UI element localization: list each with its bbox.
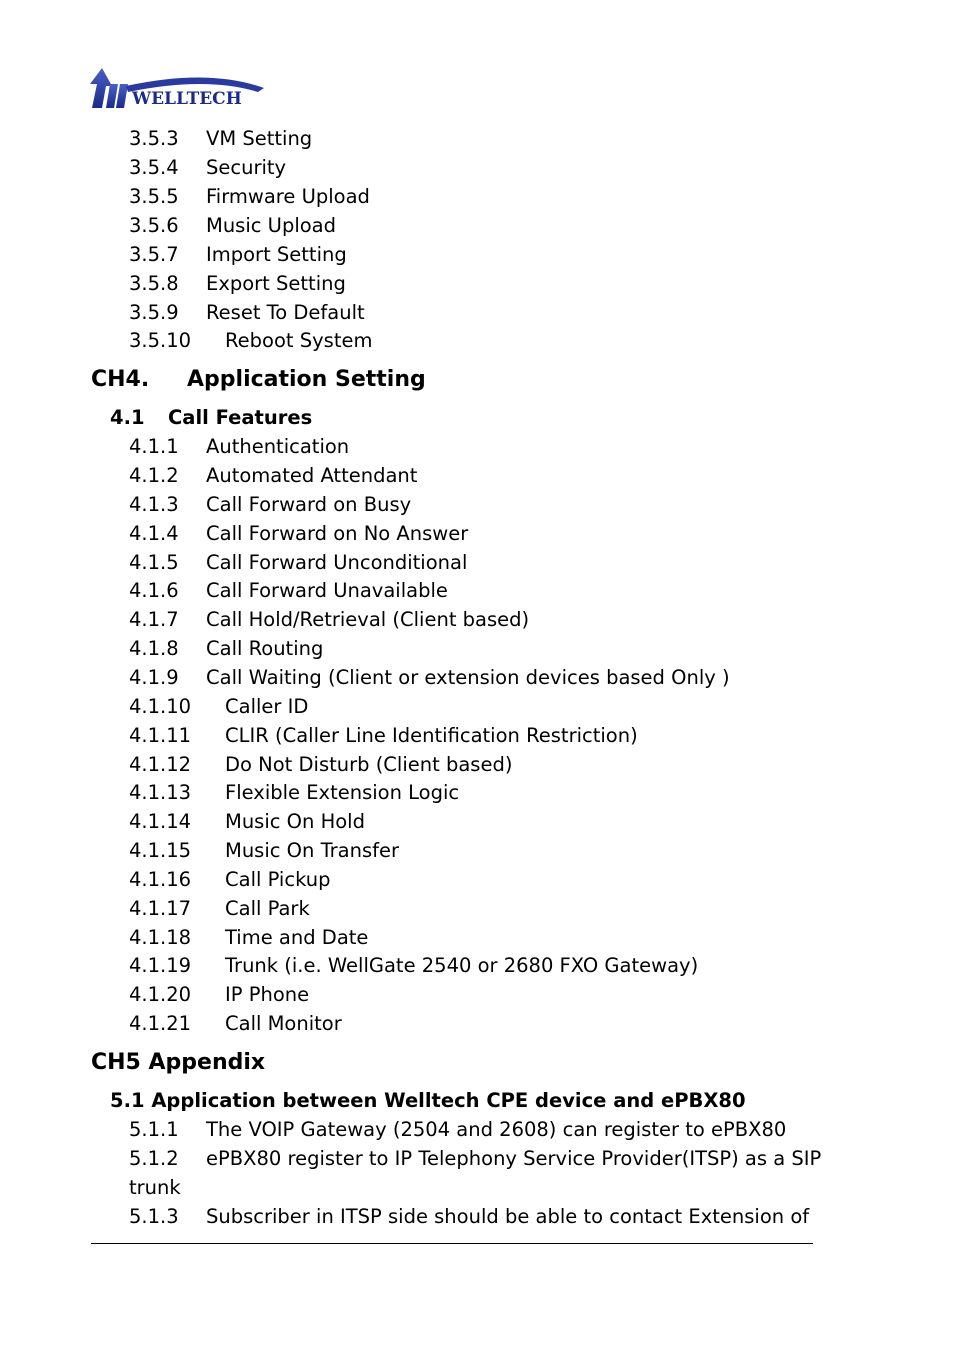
welltech-logo — [88, 66, 266, 110]
footer-divider — [91, 1243, 813, 1244]
logo-text: WELLTECH — [132, 89, 242, 109]
toc-item-5-1-2-continuation: trunk — [129, 1176, 181, 1199]
